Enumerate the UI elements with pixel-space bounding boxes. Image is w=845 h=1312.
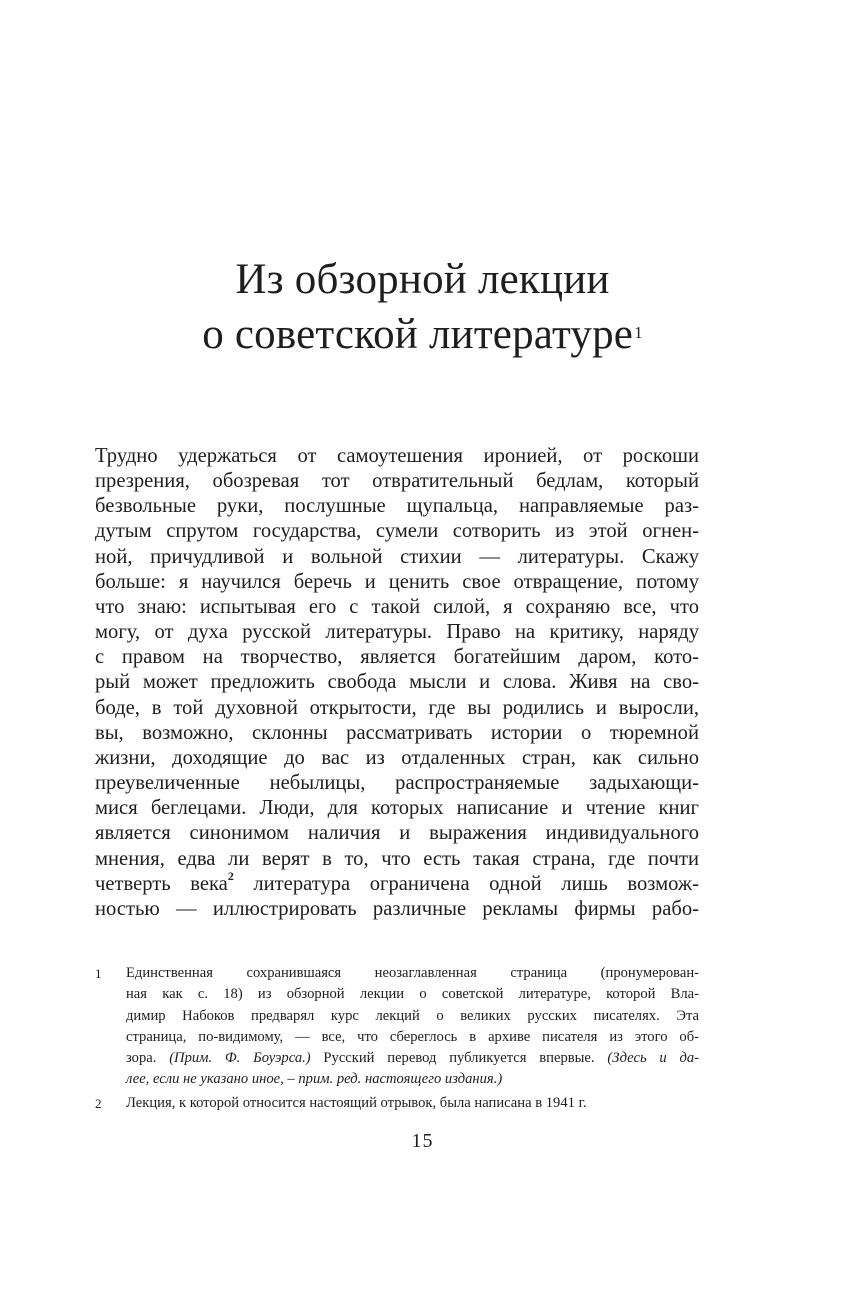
body-line-with-ref (95, 868, 700, 897)
footnote-2 (95, 1093, 699, 1114)
body-line: является синонимом наличия и выражения индивидуального (95, 822, 699, 845)
body-line: ностью — иллюстрировать различные рекламы фирмы рабо- (95, 897, 699, 920)
footnote-1-line: димир Набоков предварял курс лекций о великих русских писателях. Эта (126, 1007, 699, 1024)
footnote-1-line: ная как с. 18) из обзорной лекции о советской литературе, которой Вла- (126, 986, 699, 1003)
body-line: боде, в той духовной открытости, где вы родились и выросли, (95, 696, 699, 719)
footnote-1-number: 1 (95, 966, 102, 981)
body-line: что знаю: испытывая его с такой силой, я сохраняю все, что (95, 595, 699, 618)
footnote-1-line-italic (126, 1069, 699, 1090)
body-line: рый может предложить свобода мысли и слова. Живя на сво- (95, 671, 699, 694)
body-line: мнения, едва ли верят в то, что есть такая страна, где почти (95, 847, 699, 870)
body-line: безвольные руки, послушные щупальца, направляемые раз- (95, 495, 699, 518)
footnote-1-italic-note: (Здесь и да- (607, 1050, 699, 1067)
chapter-title-line-1: Из обзорной лекции (235, 256, 610, 303)
footnote-1-line: страница, по-видимому, — все, что сбереглось в архиве писателя из этого об- (126, 1028, 699, 1045)
footnote-1-italic-note: лее, если не указано иное, – прим. ред. настоящего издания.) (126, 1071, 503, 1088)
body-line: жизни, доходящие до вас из отдаленных стран, как сильно (95, 746, 699, 769)
body-line: больше: я научился беречь и ценить свое отвращение, потому (95, 570, 699, 593)
body-line: вы, возможно, склонны рассматривать истории о тюремной (95, 721, 699, 744)
chapter-title-line-2 (0, 307, 845, 362)
body-line: могу, от духа русской литературы. Право на критику, наряду (95, 621, 699, 644)
footnote-1-text: зора. (126, 1050, 170, 1067)
body-line: дутым спрутом государства, сумели сотворить из этой огнен- (95, 520, 699, 543)
footnote-1 (95, 963, 699, 1091)
chapter-title (0, 252, 845, 362)
body-line-18-start: четверть века (95, 872, 228, 895)
body-line: Трудно удержаться от самоутешения иронией, от роскоши (95, 445, 699, 467)
footnote-1-text: Русский перевод публикуется впервые. (310, 1050, 608, 1067)
footnote-2-text: Лекция, к которой относится настоящий отрывок, была написана в 1941 г. (126, 1094, 587, 1111)
body-paragraph (95, 444, 699, 922)
body-line: преувеличенные небылицы, распространяемые задыхающи- (95, 772, 699, 795)
title-footnote-ref: 1 (634, 323, 643, 342)
body-line-18-end: литература ограничена одной лишь возмож- (233, 872, 700, 895)
body-line: презрения, обозревая тот отвратительный бедлам, который (95, 470, 699, 493)
footnote-1-line: Единственная сохранившаяся неозаглавленная страница (пронумерован- (126, 965, 699, 981)
body-line: мися беглецами. Люди, для которых написание и чтение книг (95, 797, 699, 820)
footnotes (95, 963, 699, 1114)
body-footnote-ref: 2 (227, 868, 234, 883)
body-line: с правом на творчество, является богатейшим даром, кото- (95, 646, 699, 669)
footnote-1-italic-note: (Прим. Ф. Боуэрса.) (169, 1050, 311, 1067)
body-line: ной, причудливой и вольной стихии — литературы. Скажу (95, 545, 699, 568)
footnote-1-line-mixed (126, 1048, 699, 1069)
footnote-2-number: 2 (95, 1095, 102, 1111)
page-number: 15 (411, 1130, 434, 1152)
chapter-title-line-2-text: о советской литературе (202, 311, 634, 358)
